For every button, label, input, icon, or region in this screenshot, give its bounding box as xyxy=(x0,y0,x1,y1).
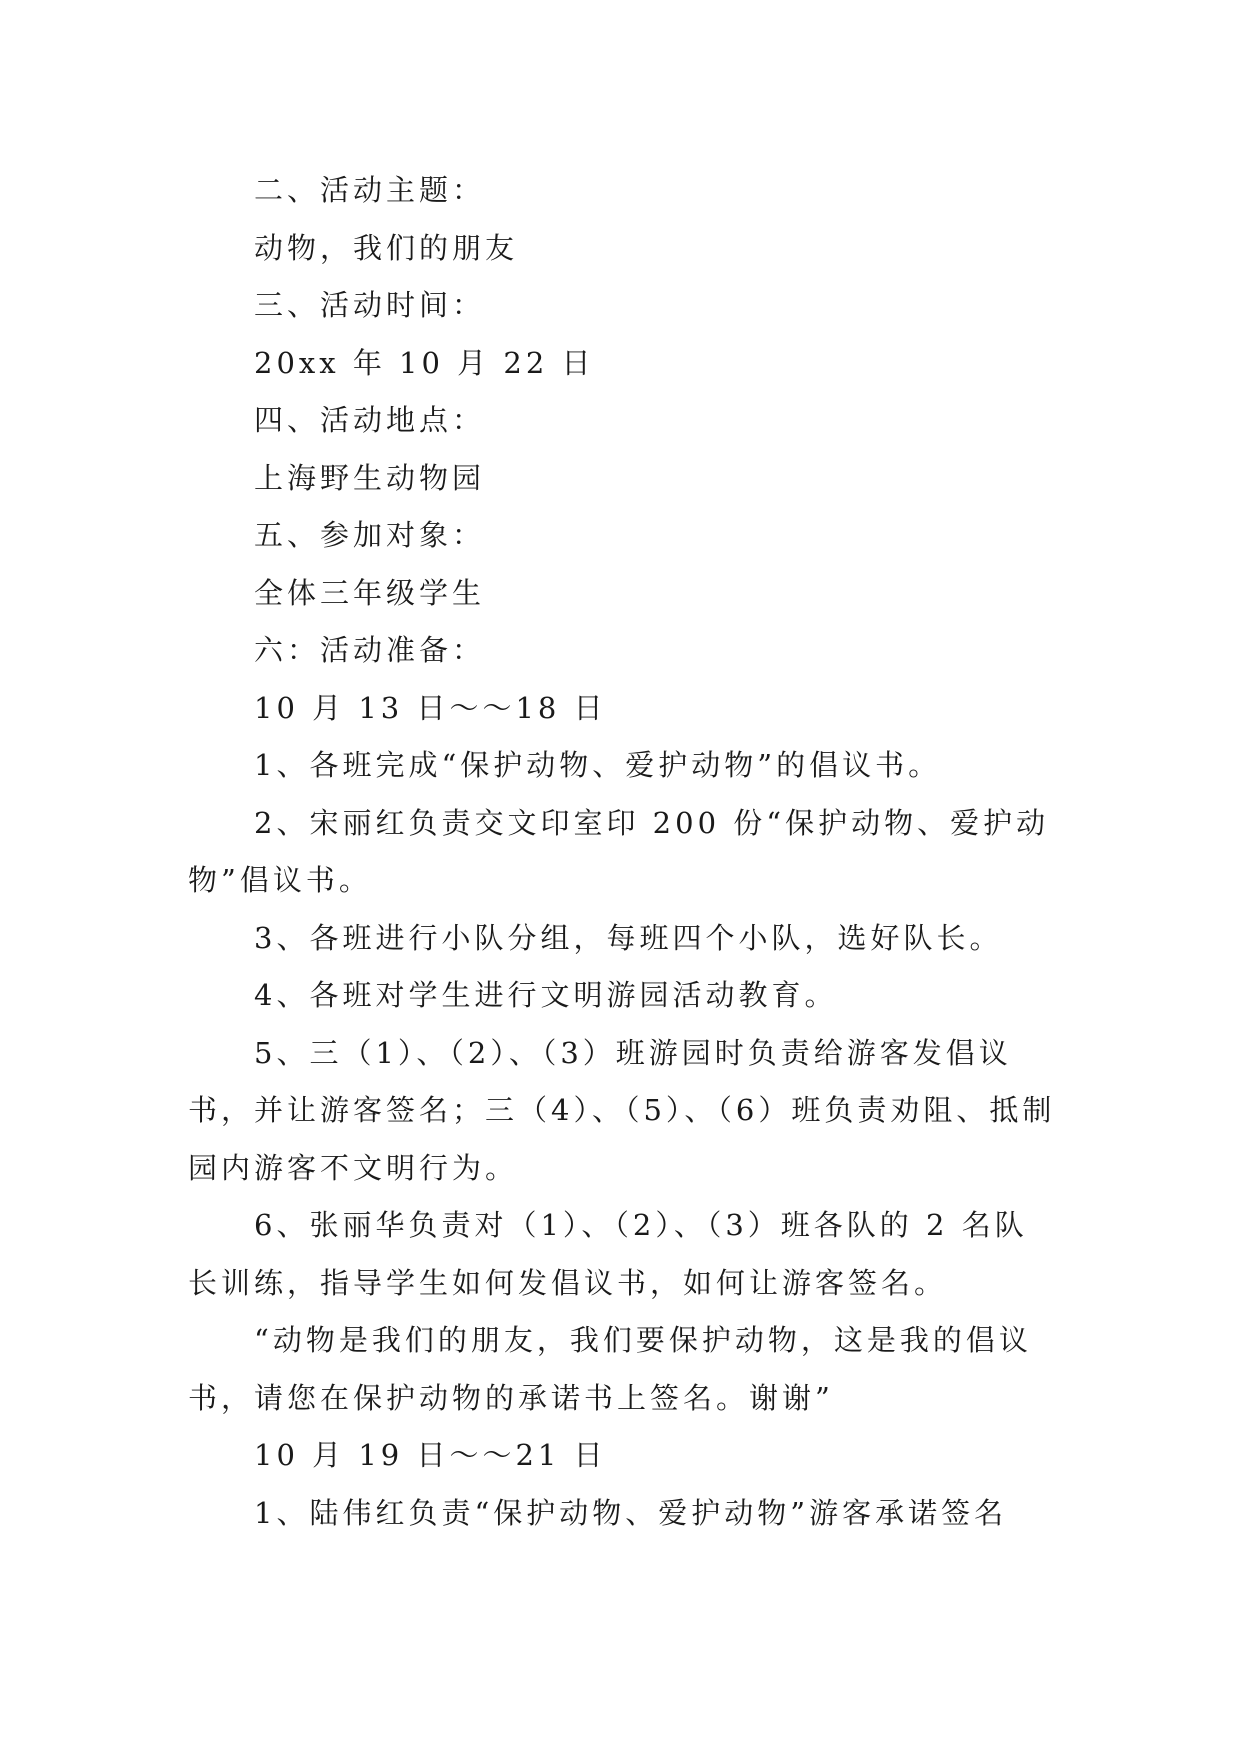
heading-participants: 五、参加对象： xyxy=(254,518,486,552)
preparation-date-range-1: 10 月 13 日～～18 日 xyxy=(254,690,607,725)
list-item: 1、各班完成“保护动物、爱护动物”的倡议书。 xyxy=(254,748,942,782)
activity-location-text: 上海野生动物园 xyxy=(254,460,486,495)
quoted-script: “动物是我们的朋友，我们要保护动物，这是我的倡议书，请您在保护动物的承诺书上签名。谢谢” xyxy=(188,1323,1032,1415)
activity-time-text: 20xx 年 10 月 22 日 xyxy=(254,345,595,380)
heading-activity-theme: 二、活动主题： xyxy=(254,173,486,207)
list-item: 4、各班对学生进行文明游园活动教育。 xyxy=(254,978,838,1012)
list-item: 2、宋丽红负责交文印室印 200 份“保护动物、爱护动物”倡议书。 xyxy=(188,805,1050,897)
document-body xyxy=(188,162,1060,1542)
heading-preparation: 六：活动准备： xyxy=(254,633,486,667)
heading-activity-location: 四、活动地点： xyxy=(254,403,486,437)
activity-theme-text: 动物，我们的朋友 xyxy=(254,230,519,265)
list-item: 5、三（1）、（2）、（3）班游园时负责给游客发倡议书，并让游客签名；三（4）、（5）、（6）班负责劝阻、抵制园内游客不文明行为。 xyxy=(188,1035,1056,1185)
participants-text: 全体三年级学生 xyxy=(254,575,486,610)
preparation-date-range-2: 10 月 19 日～～21 日 xyxy=(254,1438,607,1472)
list-item: 1、陆伟红负责“保护动物、爱护动物”游客承诺签名 xyxy=(254,1495,1008,1530)
list-item: 3、各班进行小队分组，每班四个小队，选好队长。 xyxy=(254,920,1003,955)
heading-activity-time: 三、活动时间： xyxy=(254,288,486,322)
list-item: 6、张丽华负责对（1）、（2）、（3）班各队的 2 名队长训练，指导学生如何发倡议书，如何让游客签名。 xyxy=(188,1208,1028,1300)
